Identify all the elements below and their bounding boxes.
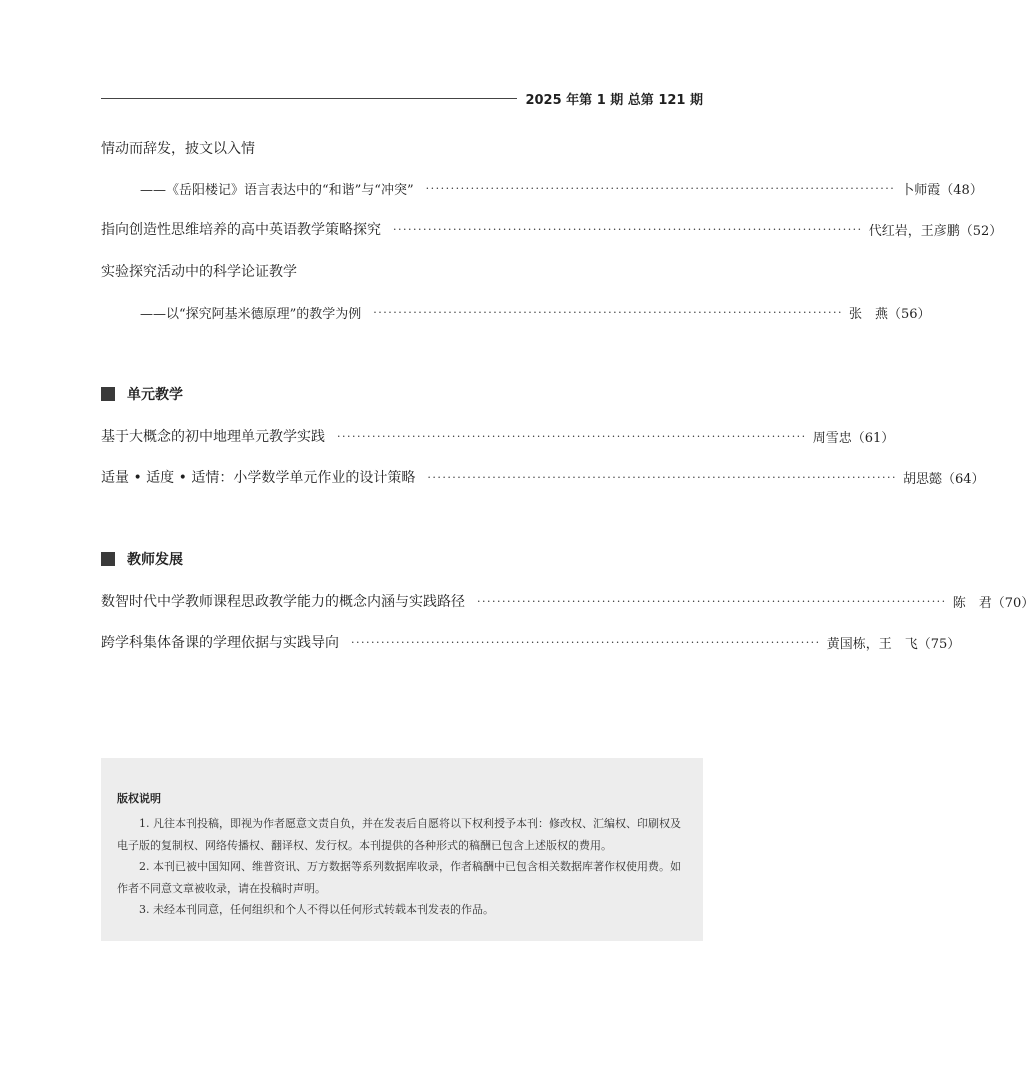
dot-leader: ······························································································ — [351, 635, 821, 649]
toc-title: 适量 • 适度 • 适情：小学数学单元作业的设计策略 — [101, 470, 416, 486]
dot-leader: ······························································································ — [425, 181, 896, 195]
toc-author-page: 黄国栋，王 飞（75） — [826, 636, 961, 652]
dot-leader: ······························································································ — [477, 594, 947, 608]
dot-leader: ······························································································ — [337, 429, 807, 443]
toc-entry[interactable] — [101, 631, 961, 653]
dot-leader: ······························································································ — [393, 222, 863, 236]
section-label: 单元教学 — [127, 387, 183, 403]
toc-entry[interactable] — [140, 301, 931, 323]
section-heading-unit-teaching — [101, 383, 183, 405]
toc-entry-title — [101, 137, 703, 159]
copyright-paragraph: 2. 本刊已被中国知网、维普资讯、万方数据等系列数据库收录，作者稿酬中已包含相关数据库著作权使用费。如作者不同意文章被收录，请在投稿时声明。 — [117, 860, 681, 895]
copyright-title: 版权说明 — [117, 792, 161, 805]
section-square-icon — [101, 552, 115, 566]
dot-leader: ······························································································ — [373, 305, 843, 319]
toc-title: 情动而辞发，披文以入情 — [101, 141, 255, 157]
page-header — [101, 88, 703, 108]
toc-author-page: 周雪忠（61） — [812, 430, 895, 446]
section-label: 教师发展 — [127, 552, 183, 568]
toc-title: 基于大概念的初中地理单元教学实践 — [101, 429, 325, 445]
copyright-paragraph: 3. 未经本刊同意，任何组织和个人不得以任何形式转载本刊发表的作品。 — [139, 903, 494, 916]
toc-subtitle: ——以“探究阿基米德原理”的教学为例 — [140, 306, 362, 322]
toc-author-page: 卜师霞（48） — [901, 182, 983, 198]
toc-author-page: 胡思懿（64） — [903, 471, 985, 487]
section-square-icon — [101, 387, 115, 401]
toc-title: 实验探究活动中的科学论证教学 — [101, 264, 297, 280]
toc-title: 跨学科集体备课的学理依据与实践导向 — [101, 635, 339, 651]
toc-entry[interactable] — [140, 177, 983, 199]
toc-subtitle: ——《岳阳楼记》语言表达中的“和谐”与“冲突” — [140, 182, 414, 198]
copyright-notice-box — [101, 758, 703, 941]
toc-entry[interactable] — [101, 425, 895, 447]
toc-entry-title — [101, 260, 703, 282]
toc-title: 数智时代中学教师课程思政教学能力的概念内涵与实践路径 — [101, 594, 465, 610]
toc-title: 指向创造性思维培养的高中英语教学策略探究 — [101, 222, 381, 238]
toc-author-page: 张 燕（56） — [848, 306, 931, 322]
dot-leader: ······························································································ — [427, 470, 898, 484]
toc-entry[interactable] — [101, 218, 1003, 240]
toc-entry[interactable] — [101, 590, 1034, 612]
toc-author-page: 陈 君（70） — [952, 595, 1034, 611]
issue-label: 2025 年第 1 期 总第 121 期 — [525, 92, 703, 108]
section-heading-teacher-development — [101, 548, 183, 570]
copyright-paragraph: 1. 凡往本刊投稿，即视为作者愿意文责自负，并在发表后自愿将以下权利授予本刊：修改权、汇编权、印刷权及电子版的复制权、网络传播权、翻译权、发行权。本刊提供的各种形式的稿酬已包含上述版权的费用。 — [117, 817, 681, 852]
toc-entry[interactable] — [101, 466, 985, 488]
toc-author-page: 代红岩，王彦鹏（52） — [868, 223, 1003, 239]
header-rule — [101, 98, 517, 99]
